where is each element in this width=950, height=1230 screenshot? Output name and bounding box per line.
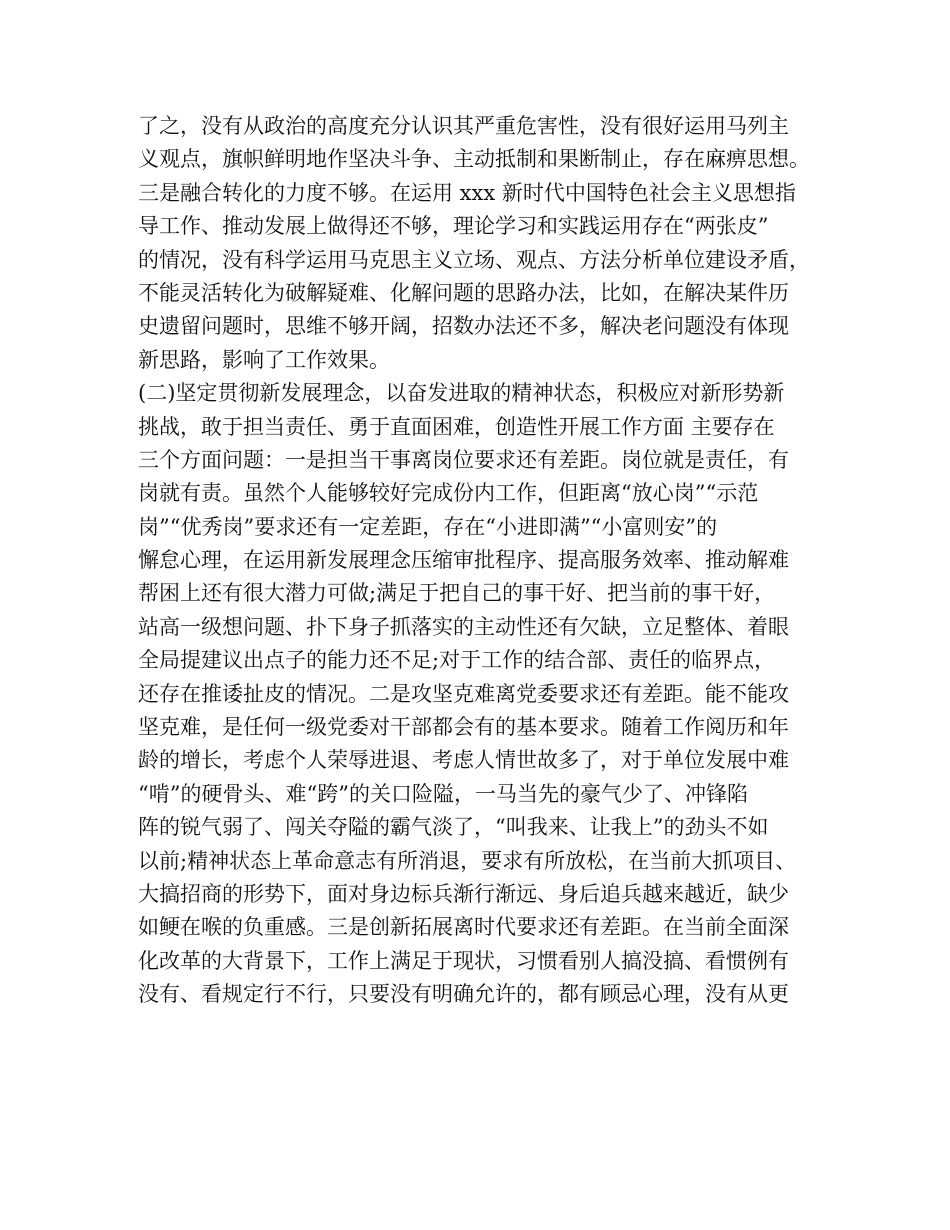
text-line: 还存在推诿扯皮的情况。二是攻坚克难离党委要求还有差距。能不能攻 xyxy=(138,681,789,706)
text-line: 三个方面问题：一是担当干事离岗位要求还有差距。岗位就是责任，有 xyxy=(138,447,789,472)
text-line: 岗”“优秀岗”要求还有一定差距，存在“小进即满”“小富则安”的 xyxy=(138,514,718,539)
text-line: 懈怠心理，在运用新发展理念压缩审批程序、提高服务效率、推动解难 xyxy=(138,548,789,573)
text-line: 坚克难，是任何一级党委对干部都会有的基本要求。随着工作阅历和年 xyxy=(138,715,789,740)
text-line: 站高一级想问题、扑下身子抓落实的主动性还有欠缺，立足整体、着眼 xyxy=(138,614,789,639)
text-line: 新思路，影响了工作效果。 xyxy=(138,347,390,372)
text-line: 没有、看规定行不行，只要没有明确允许的，都有顾忌心理，没有从更 xyxy=(138,982,789,1007)
body-text xyxy=(138,110,838,1012)
text-line: 史遗留问题时，思维不够开阔，招数办法还不多，解决老问题没有体现 xyxy=(138,314,789,339)
text-line: 帮困上还有很大潜力可做;满足于把自己的事干好、把当前的事干好， xyxy=(138,581,776,606)
text-line: 以前;精神状态上革命意志有所消退，要求有所放松，在当前大抓项目、 xyxy=(138,848,797,873)
text-line: 如鲠在喉的负重感。三是创新拓展离时代要求还有差距。在当前全面深 xyxy=(138,915,789,940)
text-line: 了之，没有从政治的高度充分认识其严重危害性，没有很好运用马列主 xyxy=(138,114,789,138)
text-line: 岗就有责。虽然个人能够较好完成份内工作，但距离“放心岗”“示范 xyxy=(138,481,759,506)
text-line: “啃”的硬骨头、难“跨”的关口险隘，一马当先的豪气少了、冲锋陷 xyxy=(138,781,748,806)
text-line: 义观点，旗帜鲜明地作坚决斗争、主动抵制和果断制止，存在麻痹思想。 xyxy=(138,147,810,172)
section-heading-line: (二)坚定贯彻新发展理念，以奋发进取的精神状态，积极应对新形势新 xyxy=(138,381,785,406)
text-line: 大搞招商的形势下，面对身边标兵渐行渐远、身后追兵越来越近，缺少 xyxy=(138,881,789,906)
text-line: 全局提建议出点子的能力还不足;对于工作的结合部、责任的临界点， xyxy=(138,648,776,673)
text-line: 化改革的大背景下，工作上满足于现状，习惯看别人搞没搞、看惯例有 xyxy=(138,948,789,973)
text-line: 龄的增长，考虑个人荣辱进退、考虑人情世故多了，对于单位发展中难 xyxy=(138,748,789,773)
text-line: 三是融合转化的力度不够。在运用 xxx 新时代中国特色社会主义思想指 xyxy=(138,180,796,205)
text-line: 阵的锐气弱了、闯关夺隘的霸气淡了，“叫我来、让我上”的劲头不如 xyxy=(138,815,769,840)
text-line: 挑战，敢于担当责任、勇于直面困难，创造性开展工作方面 主要存在 xyxy=(138,414,775,439)
text-line: 不能灵活转化为破解疑难、化解问题的思路办法，比如，在解决某件历 xyxy=(138,280,789,305)
text-line: 的情况，没有科学运用马克思主义立场、观点、方法分析单位建设矛盾， xyxy=(138,247,810,272)
text-line: 导工作、推动发展上做得还不够，理论学习和实践运用存在“两张皮” xyxy=(138,214,769,239)
